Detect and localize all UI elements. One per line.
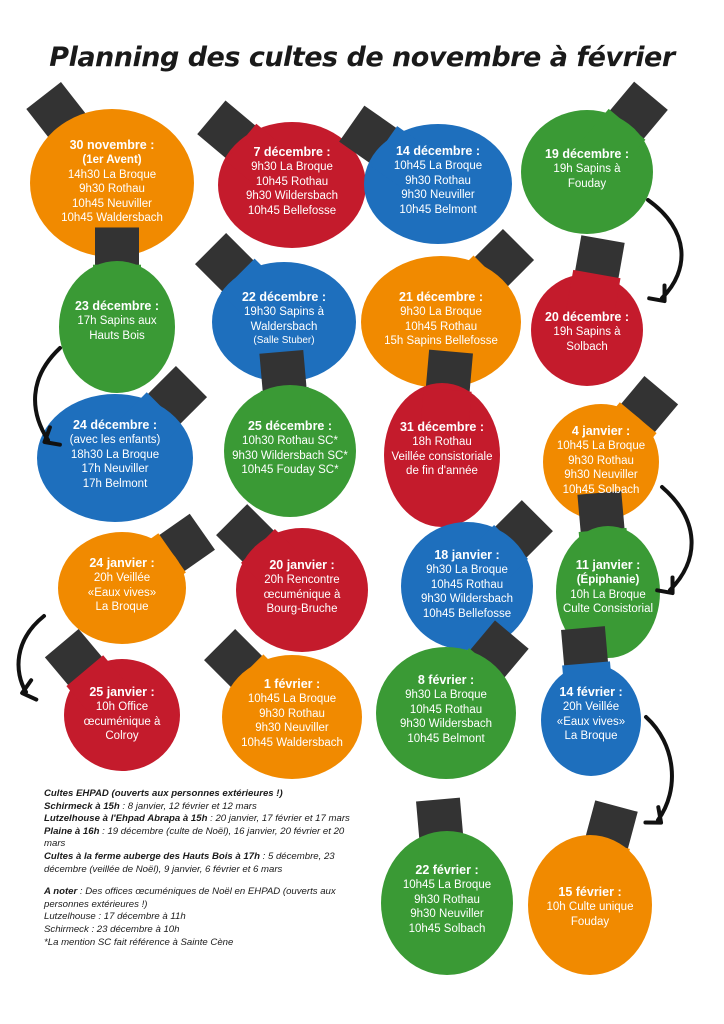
- bulb-text-13: [52, 556, 192, 615]
- bulb-line: 9h30 Neuviller: [401, 189, 475, 201]
- bulb-line: 9h30 La Broque: [400, 306, 482, 318]
- bulb-line: 10h45 Waldersbach: [241, 736, 343, 749]
- bulb-date: 31 décembre :: [399, 420, 485, 434]
- bulb-line: 19h Sapins à: [553, 326, 621, 338]
- bulb-date: 14 février :: [559, 685, 623, 699]
- bulb-text-16: [543, 558, 673, 617]
- bulb-date: 14 décembre :: [395, 144, 481, 158]
- bulb-line: 9h30 Rothau: [405, 174, 471, 187]
- bulb-line: 18h Rothau: [412, 436, 472, 448]
- bulb-line: 9h30 La Broque: [405, 689, 487, 701]
- notes-schirmeck-noel: Schirmeck : 23 décembre à 10h: [44, 923, 180, 935]
- bulb-line: 10h30 Rothau SC*: [242, 435, 338, 447]
- bulb-line: 10h45 Rothau: [404, 320, 478, 333]
- bulb-text-2: [207, 145, 377, 218]
- bulb-line: 10h45 La Broque: [393, 160, 483, 172]
- bulb-line: 9h30 Wildersbach: [245, 190, 339, 202]
- bulb-line: 10h45 Belmont: [407, 732, 485, 745]
- bulb-line: 10h45 La Broque: [556, 440, 646, 452]
- bulb-line: 9h30 Wildersbach SC*: [232, 449, 348, 462]
- bulb-date: 20 janvier :: [269, 558, 335, 572]
- bulb-line: 9h30 Wildersbach: [420, 593, 514, 605]
- bulb-line: 10h45 Fouday SC*: [241, 464, 339, 476]
- bulb-line: Bourg-Bruche: [266, 603, 338, 615]
- bulb-date: 4 janvier :: [571, 424, 631, 438]
- bulb-line: Solbach: [566, 340, 608, 353]
- bulb-text-18: [212, 677, 372, 750]
- bulb-line: 10h45 Rothau: [430, 578, 504, 591]
- bulb-date: 24 janvier :: [89, 556, 155, 570]
- bulb-line: 9h30 Neuviller: [410, 908, 484, 920]
- bulb-date: 19 décembre :: [544, 147, 630, 161]
- bulb-line: «Eaux vives»: [87, 586, 157, 599]
- notes-ferme-auberge: Cultes à la ferme auberge des Hauts Bois à 17h : 5 décembre, 23 décembre (veillée de Noël), 9 janvier, 6 février et 6 mars: [44, 850, 335, 875]
- bulb-text-15: [392, 548, 542, 621]
- bulb-text-20: [531, 685, 651, 744]
- bulb-line: Fouday: [570, 915, 610, 928]
- bulb-text-9: [30, 418, 200, 491]
- bulb-text-1: [12, 138, 212, 226]
- notes-sc-footnote: *La mention SC fait référence à Sainte Cène: [44, 936, 234, 948]
- bulb-line: Fouday: [567, 177, 607, 190]
- bulb-date: 24 décembre :: [72, 418, 158, 432]
- bulb-line: œcuménique à: [263, 588, 341, 601]
- page-title: Planning des cultes de novembre à février: [49, 42, 675, 73]
- bulb-line: Veillée consistoriale: [391, 450, 493, 463]
- bulb-line: La Broque: [95, 601, 149, 613]
- bulb-text-3: [353, 144, 523, 217]
- bulb-text-14: [227, 558, 377, 617]
- bulb-line: 9h30 Neuviller: [564, 469, 638, 481]
- bulb-line: Colroy: [105, 730, 139, 742]
- notes-a-noter: A noter : Des offices œcuméniques de Noël en EHPAD (ouverts aux personnes extérieures !): [44, 886, 336, 910]
- notes-ehpad-title: Cultes EHPAD (ouverts aux personnes extérieures !): [44, 788, 283, 799]
- bulb-line: 10h45 Rothau: [255, 175, 329, 188]
- bulb-line: 14h30 La Broque: [67, 168, 157, 181]
- bulb-text-6: [199, 290, 369, 349]
- bulb-line: Culte Consistorial: [562, 603, 654, 615]
- bulb-line: 10h45 Solbach: [408, 922, 486, 935]
- bulb-text-10: [210, 419, 370, 478]
- bulb-date: 15 février :: [558, 885, 622, 899]
- bulb-date: 25 janvier :: [89, 685, 155, 699]
- bulb-line: 19h Sapins à: [553, 163, 621, 175]
- notes-plaine: Plaine à 16h : 19 décembre (culte de Noël), 16 janvier, 20 février et 20 mars: [44, 825, 345, 850]
- bulb-line: 10h45 Bellefosse: [422, 607, 512, 620]
- bulb-line: (Épiphanie): [576, 574, 640, 586]
- bulb-line: 10h45 La Broque: [247, 693, 337, 705]
- bulb-line: 15h Sapins Bellefosse: [384, 335, 498, 347]
- bulb-line: 9h30 Rothau: [259, 707, 325, 720]
- bulb-line: 20h Veillée: [562, 701, 620, 713]
- bulb-line: 17h Neuviller: [81, 463, 149, 475]
- bulb-line: 9h30 Wildersbach: [399, 718, 493, 730]
- bulb-text-17: [57, 685, 187, 744]
- bulb-date: 11 janvier :: [575, 558, 641, 572]
- bulb-line: 9h30 La Broque: [426, 564, 508, 576]
- bulb-line: 10h Office: [95, 701, 149, 713]
- bulb-text-22: [520, 885, 660, 929]
- bulb-text-21: [372, 863, 522, 936]
- bulb-date: 8 février :: [417, 673, 475, 687]
- bulb-line: 10h45 Rothau: [409, 703, 483, 716]
- bulb-line: (avec les enfants): [69, 434, 161, 446]
- bulb-line: 10h45 Solbach: [562, 483, 640, 496]
- bulb-date: 7 décembre :: [253, 145, 331, 159]
- bulb-line: 9h30 Rothau: [568, 454, 634, 467]
- arrow-icon: [648, 200, 682, 298]
- bulb-line: de fin d'année: [406, 465, 478, 477]
- bulb-line: 17h Sapins aux: [77, 315, 157, 327]
- bulb-date: 23 décembre :: [74, 299, 160, 313]
- bulb-line: 20h Veillée: [93, 572, 151, 584]
- bulb-text-12: [536, 424, 666, 497]
- bulb-line: 9h30 Neuviller: [255, 722, 329, 734]
- bulb-text-11: [367, 420, 517, 479]
- bulb-line: 17h Belmont: [82, 477, 148, 490]
- bulb-date: 22 février :: [415, 863, 479, 877]
- bulb-line: 9h30 Rothau: [414, 893, 480, 906]
- bulb-line: 10h45 Waldersbach: [61, 212, 163, 224]
- bulb-line: 9h30 Rothau: [79, 183, 145, 195]
- bulb-text-7: [351, 290, 531, 349]
- bulb-line: Waldersbach: [250, 320, 318, 333]
- bulb-line: (1er Avent): [82, 154, 142, 166]
- bulb-line: 10h Culte unique: [546, 901, 634, 913]
- bulb-text-8: [527, 310, 647, 354]
- notes-lutzelhouse-noel: Lutzelhouse : 17 décembre à 11h: [44, 911, 186, 923]
- bulb-date: 1 février :: [263, 677, 321, 691]
- bulb-line: 18h30 La Broque: [70, 448, 160, 461]
- bulb-date: 18 janvier :: [434, 548, 500, 562]
- bulb-line: 9h30 La Broque: [251, 161, 333, 173]
- bulb-line: œcuménique à: [83, 715, 161, 728]
- ehpad-notes: [44, 788, 364, 949]
- bulb-line: Hauts Bois: [89, 329, 145, 342]
- bulb-date: 22 décembre :: [241, 290, 327, 304]
- bulb-text-4: [517, 147, 657, 191]
- bulb-line: La Broque: [564, 730, 618, 742]
- bulb-line: 19h30 Sapins à: [244, 306, 324, 318]
- bulb-line: (Salle Stuber): [253, 335, 315, 346]
- notes-schirmeck: Schirmeck à 15h : 8 janvier, 12 février et 12 mars: [44, 800, 257, 812]
- bulb-date: 20 décembre :: [544, 310, 630, 324]
- bulb-date: 30 novembre :: [69, 138, 155, 152]
- bulb-date: 25 décembre :: [247, 419, 333, 433]
- notes-lutzelhouse: Lutzelhouse à l'Ehpad Abrapa à 15h : 20 janvier, 17 février et 17 mars: [44, 813, 350, 825]
- bulb-line: 10h45 Belmont: [399, 203, 477, 216]
- bulb-line: 10h45 La Broque: [402, 879, 492, 891]
- bulb-line: 10h La Broque: [570, 588, 646, 601]
- bulb-date: 21 décembre :: [398, 290, 484, 304]
- bulb-text-19: [366, 673, 526, 746]
- bulb-line: «Eaux vives»: [556, 715, 626, 728]
- bulb-line: 10h45 Neuviller: [72, 197, 152, 210]
- bulb-text-5: [52, 299, 182, 343]
- bulb-line: 10h45 Bellefosse: [247, 204, 337, 217]
- bulb-line: 20h Rencontre: [264, 574, 340, 586]
